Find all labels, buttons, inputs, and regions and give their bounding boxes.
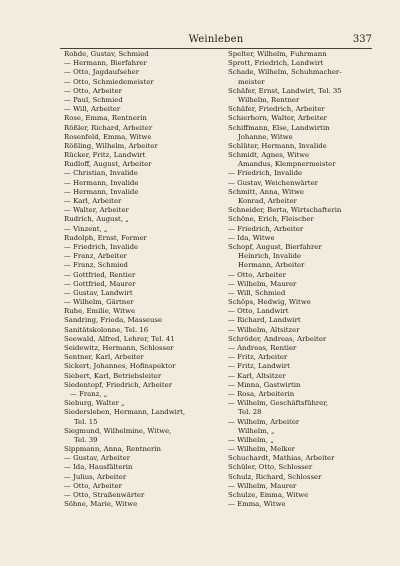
directory-entry: — Vinzent, „ bbox=[64, 224, 108, 233]
directory-entry: Johanne, Witwe bbox=[238, 132, 293, 141]
directory-entry: Sprott, Friedrich, Landwirt bbox=[228, 59, 324, 68]
directory-entry: Sandring, Frieda, Masseuse bbox=[64, 316, 163, 325]
directory-entry: — Fritz, Landwirt bbox=[228, 362, 290, 371]
directory-entry: — Gottfried, Maurer bbox=[64, 279, 136, 288]
directory-entry: — Rosa, Arbeiterin bbox=[228, 389, 295, 398]
right-column bbox=[228, 50, 378, 509]
directory-entry: Schuchardt, Mathias, Arbeiter bbox=[228, 454, 335, 463]
directory-entry: — Wilhelm, „ bbox=[228, 435, 274, 444]
directory-entry: — Franz, Schmied bbox=[64, 261, 128, 270]
directory-entry: Schmitt, Anna, Witwe bbox=[228, 187, 304, 196]
directory-entry: Schmidt, Agnes, Witwe bbox=[228, 151, 310, 160]
directory-entry: — Gustav, Landwirt bbox=[64, 288, 133, 297]
directory-entry: Seidewitz, Hermann, Schlosser bbox=[64, 344, 174, 352]
directory-entry: Schäfer, Friedrich, Arbeiter bbox=[228, 105, 325, 114]
directory-entry: Schöne, Erich, Fleischer bbox=[228, 215, 314, 224]
directory-entry: Heinrich, Invalide bbox=[238, 252, 301, 261]
directory-entry: Rohde, Gustav, Schmied bbox=[64, 50, 149, 58]
directory-entry: Schulze, Emma, Witwe bbox=[228, 491, 309, 499]
directory-entry: — Fritz, Arbeiter bbox=[228, 353, 288, 362]
directory-entry: Rudolph, Ernst, Former bbox=[64, 233, 147, 242]
directory-entry: — Friedrich, Invalide bbox=[64, 242, 139, 251]
directory-entry: Sickert, Johannes, Hofinspektor bbox=[64, 362, 176, 371]
page-header bbox=[60, 34, 372, 46]
directory-entry: — Wilhelm, Arbeiter bbox=[228, 417, 300, 426]
directory-entry: Ruhe, Emilie, Witwe bbox=[64, 307, 136, 316]
directory-entry: Siedersleben, Hermann, Landwirt, bbox=[64, 408, 186, 417]
directory-entry: — Otto, Landwirt bbox=[228, 307, 289, 316]
directory-entry: — Karl, Altsitzer bbox=[228, 371, 286, 380]
directory-entry: — Otto, Schmiedemeister bbox=[64, 77, 154, 86]
directory-entry: — Walter, Arbeiter bbox=[64, 206, 129, 215]
directory-entry: Schlüter, Hermann, Invalide bbox=[228, 141, 327, 150]
directory-entry: — Ida, Witwe bbox=[228, 233, 275, 242]
directory-entry: — Wilhelm, Gärtner bbox=[64, 298, 134, 307]
directory-entry: Schröder, Andreas, Arbeiter bbox=[228, 334, 327, 343]
directory-entry: Konrad, Arbeiter bbox=[238, 197, 297, 205]
directory-entry: — Wilhelm, Maurer bbox=[228, 279, 297, 288]
directory-entry: Schopf, August, Bierfahrer bbox=[228, 242, 322, 251]
directory-entry: — Minna, Gastwirtin bbox=[228, 380, 301, 389]
directory-entry: — Gustav, Arbeiter bbox=[64, 454, 130, 463]
running-title: Weinleben bbox=[188, 34, 244, 45]
directory-entry: Rößler, Richard, Arbeiter bbox=[64, 123, 153, 132]
left-column bbox=[64, 50, 224, 509]
directory-entry: Sentner, Karl, Arbeiter bbox=[64, 353, 144, 362]
directory-entry: — Hermann, Bierfahrer bbox=[64, 59, 147, 68]
directory-entry: — Friedrich, Arbeiter bbox=[228, 224, 304, 233]
directory-entry: — Hermann, Invalide bbox=[64, 178, 139, 187]
directory-entry: — Will, Schmied bbox=[228, 288, 286, 297]
directory-entry: Rudrich, August, „ bbox=[64, 215, 129, 224]
directory-entry: — Will, Arbeiter bbox=[64, 105, 121, 114]
directory-entry: — Emma, Witwe bbox=[228, 500, 286, 509]
directory-entry: Sanitätskolonne, Tel. 16 bbox=[64, 325, 149, 334]
directory-entry: — Wilhelm, Geschäftsführer, bbox=[228, 399, 328, 408]
directory-entry: Seewald, Alfred, Lehrer, Tel. 41 bbox=[64, 334, 175, 343]
directory-entry: Spelter, Wilhelm, Fuhrmann bbox=[228, 50, 327, 58]
directory-entry: — Christian, Invalide bbox=[64, 169, 138, 178]
directory-entry: Rößling, Wilhelm, Arbeiter bbox=[64, 141, 158, 150]
header-rule bbox=[60, 48, 372, 49]
directory-entry: — Otto, Arbeiter bbox=[228, 270, 286, 279]
directory-entry: Schierhorn, Walter, Arbeiter bbox=[228, 114, 327, 123]
page-number: 337 bbox=[352, 34, 372, 45]
directory-entry: — Richard, Landwirt bbox=[228, 316, 301, 325]
directory-entry: — Otto, Arbeiter bbox=[64, 86, 122, 95]
directory-entry: — Franz, Arbeiter bbox=[64, 252, 127, 261]
directory-entry: — Gottfried, Rentier bbox=[64, 270, 136, 279]
directory-entry: Wilhelm, „ bbox=[238, 426, 275, 435]
directory-entry: — Friedrich, Invalide bbox=[228, 169, 303, 178]
directory-entry: Sieburg, Walter „ bbox=[64, 399, 125, 408]
directory-entry: — Franz, „ bbox=[70, 389, 108, 398]
directory-entry: Schiffmann, Else, Landwirtin bbox=[228, 123, 330, 132]
directory-entry: Rosenfeld, Emma, Witwe bbox=[64, 132, 152, 141]
directory-entry: Siedentopf, Friedrich, Arbeiter bbox=[64, 380, 172, 389]
directory-entry: — Otto, Arbeiter bbox=[64, 481, 122, 490]
directory-entry: Tel. 39 bbox=[74, 435, 98, 444]
directory-entry: — Karl, Arbeiter bbox=[64, 197, 122, 205]
directory-entry: Schüler, Otto, Schlosser bbox=[228, 463, 313, 472]
directory-entry: Sippmann, Anna, Rentnerin bbox=[64, 445, 161, 454]
directory-entry: meister bbox=[238, 77, 265, 86]
directory-entry: Söhne, Marie, Witwe bbox=[64, 500, 138, 509]
directory-entry: Rücker, Fritz, Landwirt bbox=[64, 151, 146, 160]
directory-entry: Schade, Wilhelm, Schuhmacher- bbox=[228, 68, 342, 77]
directory-entry: — Hermann, Invalide bbox=[64, 187, 139, 196]
directory-entry: Tel. 15 bbox=[74, 417, 98, 426]
directory-entry: Wilhelm, Rentner bbox=[238, 95, 300, 104]
directory-entry: — Gustav, Weichenwärter bbox=[228, 178, 318, 187]
directory-entry: — Wilhelm, Maurer bbox=[228, 481, 297, 490]
directory-entry: — Julius, Arbeiter bbox=[64, 472, 127, 481]
directory-entry: Rose, Emma, Rentnerin bbox=[64, 114, 147, 123]
directory-entry: — Otto, Jagdaufseher bbox=[64, 68, 140, 77]
directory-entry: Hermann, Arbeiter bbox=[238, 261, 305, 270]
directory-entry: Rudloff, August, Arbeiter bbox=[64, 160, 152, 169]
directory-entry: — Otto, Straßenwärter bbox=[64, 491, 145, 499]
directory-entry: — Ida, Hausfälterin bbox=[64, 463, 133, 472]
directory-entry: Siegmund, Wilhelmine, Witwe, bbox=[64, 426, 172, 435]
directory-entry: — Andreas, Rentier bbox=[228, 344, 297, 352]
directory-entry: Siebert, Karl, Betriebsleiter bbox=[64, 371, 162, 380]
directory-entry: Schneider, Berta, Wirtschafterin bbox=[228, 206, 342, 215]
directory-entry: Tel. 28 bbox=[238, 408, 262, 417]
directory-entry: — Wilhelm, Altsitzer bbox=[228, 325, 300, 334]
directory-entry: Schöps, Hedwig, Witwe bbox=[228, 298, 311, 307]
directory-entry: — Paul, Schmied bbox=[64, 95, 123, 104]
directory-entry: Schulz, Richard, Schlosser bbox=[228, 472, 322, 481]
directory-entry: — Wilhelm, Melker bbox=[228, 445, 295, 454]
directory-entry: Schäfer, Ernst, Landwirt, Tel. 35 bbox=[228, 86, 342, 95]
directory-entry: Amandus, Klempnermeister bbox=[238, 160, 336, 169]
